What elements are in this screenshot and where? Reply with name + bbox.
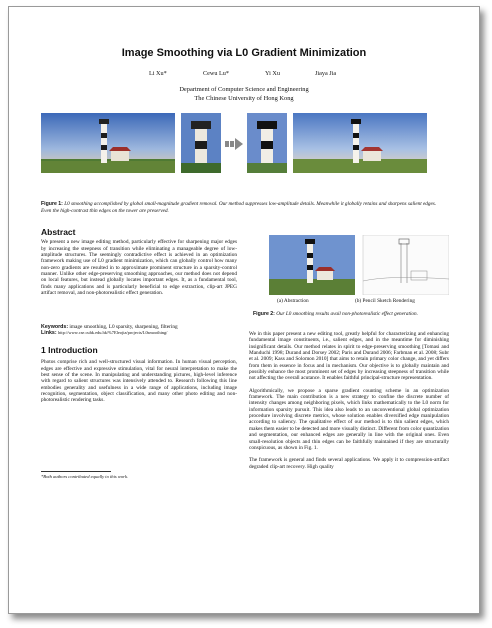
abstract-section: [41, 229, 237, 296]
figure-2b-caption: (b) Pencil Sketch Rendering: [355, 298, 415, 304]
paper-title: Image Smoothing via L0 Gradient Minimization: [121, 47, 367, 59]
lighthouse-input-image: [41, 113, 175, 173]
paragraph: We in this paper present a new editing tool, greatly helpful for characterizing and enhancing fundamental image constituents, i.e., salient edges, and in the meantime for diminishing insignificant details. Our method relates in spirit to edge-preserving smoothing [Tomasi and Manduchi 1998; Durand and Dorsey 2002; Paris and Durand 2006; Farbman et al. 2008; Subr et al. 2009; Kass and Solomon 2010] that aims to retain primary color change, and yet differs from them in essence in focus and in mechanism. Our objective is to globally maintain and possibly enhance the most prominent set of edges by increasing steepness of transition while not affecting the overall acutance. It enables faithful principal-structure representation.: [249, 331, 449, 382]
figure-2-images: [269, 235, 449, 295]
figure-1-label: Figure 1:: [41, 201, 63, 207]
figure-2-caption-text: Our L0 smoothing results avail non-photorealistic effect generation.: [276, 311, 418, 317]
figure-2a-caption: (a) Abstraction: [277, 298, 309, 304]
lighthouse-smoothed-image: [293, 113, 427, 173]
keywords-block: [41, 324, 237, 337]
abstract-text: We present a new image editing method, particularly effective for sharpening major edges by increasing the steepness of transition while eliminating a manageable degree of low-amplitude structures. The seemingly contradictive effect is achieved in an optimization framework making use of L0 gradient minimization, which can globally control how many non-zero gradients are resulted in to approximate prominent structure in a sparsity-control manner. Unlike other edge-preserving smoothing approaches, our method does not depend on local features, but instead globally locates important edges. It, as a fundamental tool, finds many applications and is particularly beneficial to edge extraction, clip-art JPEG artifact removal, and non-photorealistic effect generation.: [41, 239, 237, 297]
figure-2: [269, 235, 449, 305]
lighthouse-detail-smoothed: [247, 113, 287, 173]
paragraph: The framework is general and finds several applications. We apply it to compression-artifact degraded clip-art recovery. High quality: [249, 457, 449, 470]
introduction-heading: 1 Introduction: [41, 345, 98, 355]
footnote-divider: [41, 471, 111, 472]
introduction-text: Photos comprise rich and well-structured visual information. In human visual perception, edges are effective and expressive stimulation, vital for neural interpretation to make the best sense of the scene. In manipulating and understanding pictures, high-level inference with regard to salient structures was intensively attended to. Research following this line embodies generality and usefulness in a wide range of applications, including image recognition, segmentation, object classification, and many other photo editing and non-photorealistic rendering tasks.: [41, 359, 237, 404]
footnote: *Both authors contributed equally to this work.: [41, 474, 129, 479]
links-label: Links:: [41, 330, 57, 337]
author: Li Xu*: [149, 70, 167, 77]
figure-1-caption: [41, 201, 447, 214]
affiliation: [9, 85, 479, 103]
department: Department of Computer Science and Engineering: [179, 86, 309, 93]
keywords-label: Keywords:: [41, 324, 69, 330]
links-url[interactable]: http://www.cse.cuhk.edu.hk/%7Eleojia/projects/L0smoothing/: [57, 330, 168, 336]
introduction-section: [41, 347, 237, 404]
figure-1-caption-text: L0 smoothing accomplished by global small-magnitude gradient removal. Our method suppresses low-amplitude details. Meanwhile it globally retains and sharpens salient edges. Even the high-contrast thin edges on the tower are preserved.: [41, 201, 437, 214]
author: Jiaya Jia: [315, 70, 337, 77]
university: The Chinese University of Hong Kong: [194, 95, 294, 102]
figure-2-label: Figure 2:: [253, 311, 275, 317]
keywords-text: image smoothing, L0 sparsity, sharpening, filtering: [69, 324, 178, 330]
figure-1: [41, 113, 445, 209]
lighthouse-detail-input: [181, 113, 221, 173]
abstract-heading: Abstract: [41, 227, 76, 237]
author: Yi Xu: [265, 70, 280, 77]
author: Cewu Lu*: [203, 70, 229, 77]
paragraph: Algorithmically, we propose a sparse gradient counting scheme in an optimization framework. The main contribution is a new strategy to confine the discrete number of intensity changes among neighboring pixels, which links mathematically to the L0 norm for information sparsity pursuit. This idea also leads to an unconventional global optimization procedure involving discrete metrics, whose solution enables diversified edge manipulation according to saliency. The qualitative effect of our method is to thin salient edges, which makes them easier to be detected and more visually distinct. Different from color quantization and segmentation, our enhanced edges are generally in line with the original ones. Even small-resolution objects and thin edges can be faithfully maintained if they are structurally conspicuous, as shown in Fig. 1.: [249, 387, 449, 451]
right-column-text: [249, 331, 449, 476]
figure-2-caption: [253, 311, 449, 318]
arrow-icon: [225, 137, 243, 151]
paper-page: [8, 6, 480, 614]
